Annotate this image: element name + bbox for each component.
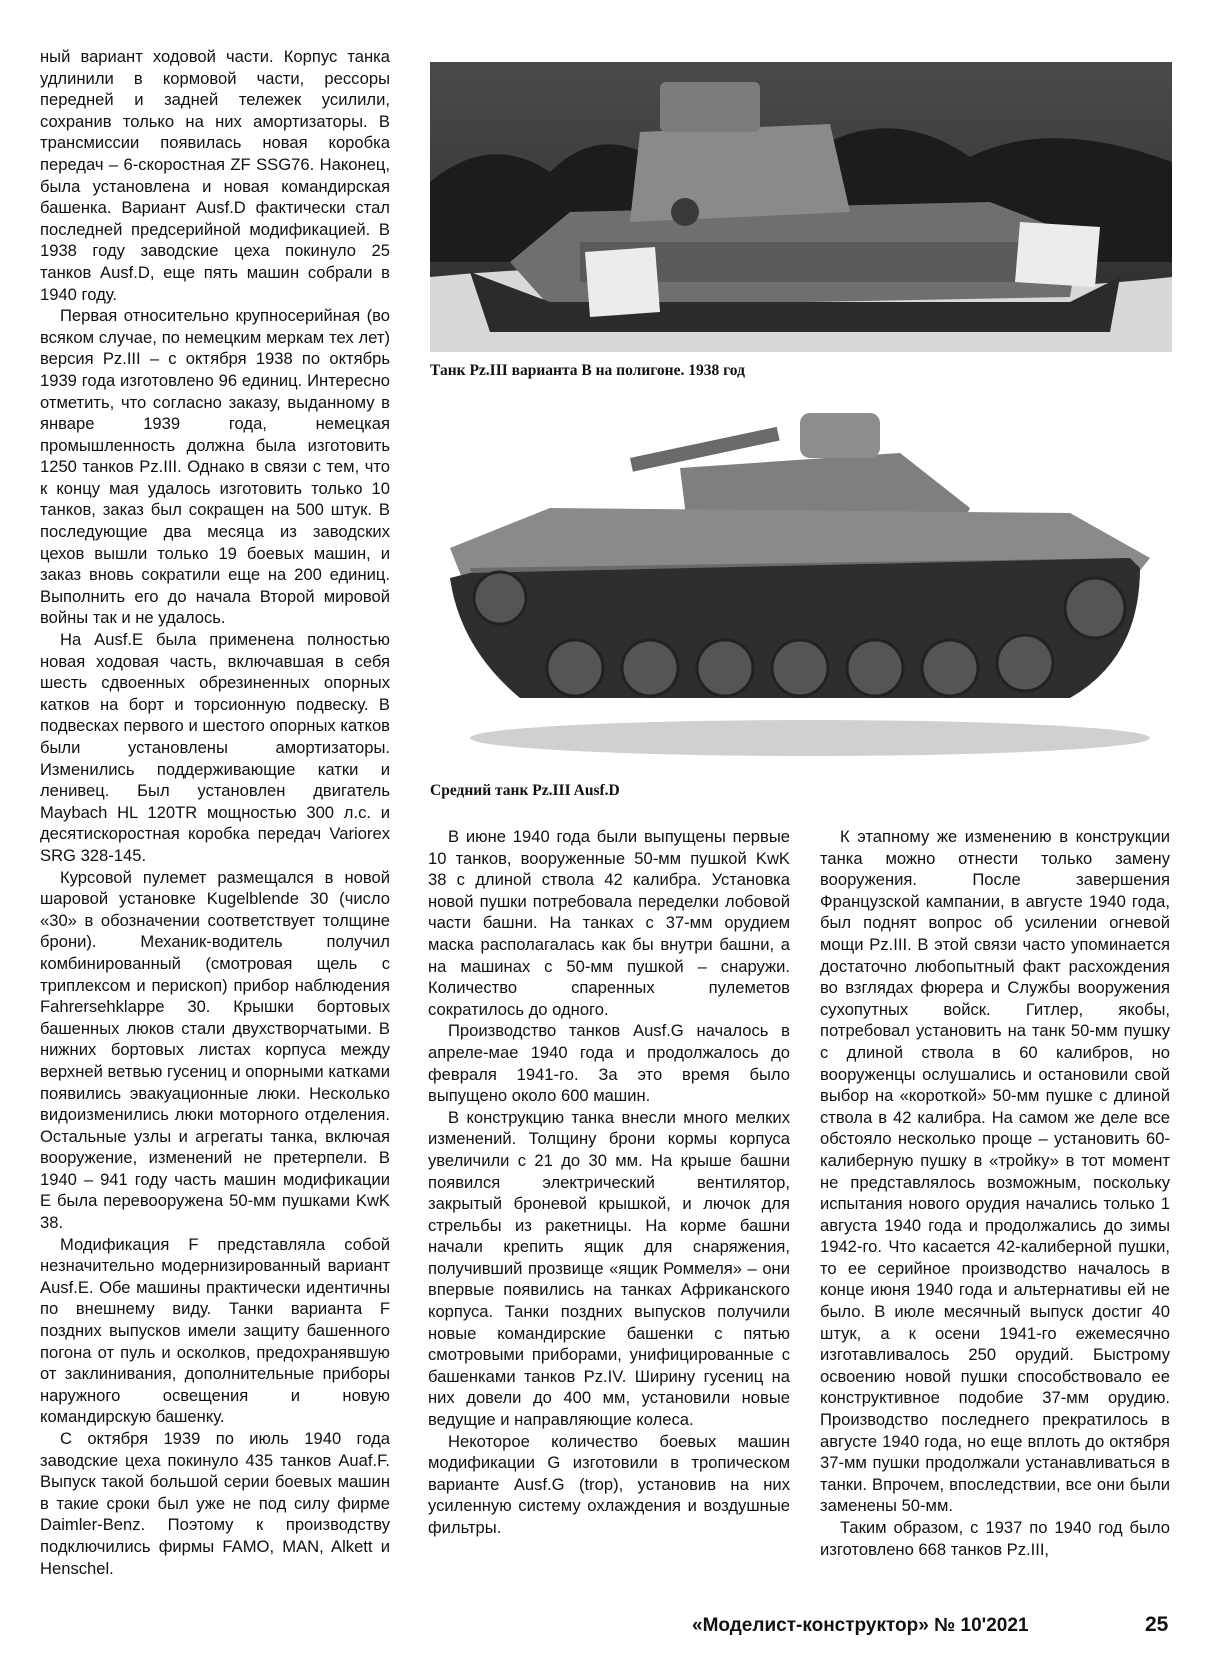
photo-pz3-ausf-b — [430, 62, 1172, 352]
paragraph: К этапному же изменению в конструкции танка можно отнести только замену вооружения. После завершения Французской кампании, в августе 1940 года, был поднят вопрос об усилении огневой мощи Pz.III. В этой связи часто упоминается достаточно любопытный факт расхождения во взглядах фюрера и Службы вооружения сухопутных войск. Гитлер, якобы, потребовал установить на танк 50-мм пушку с длиной ствола в 60 калибров, но вооруженцы ослушались и остановили свой выбор на «короткой» 50-мм пушке с длиной ствола в 42 калибра. На самом же деле все обстояло несколько проще – установить 60-калиберную пушку в «тройку» в тот момент не представлялось возможным, поскольку испытания нового орудия начались только 1 августа 1940 года и продолжались до зимы 1942-го. Что касается 42-калиберной пушки, то ее серийное производство началось в конце июня 1940 года и альтернативы ей не было. В июле месячный выпуск достиг 40 штук, а к осени 1941-го ежемесячно изготавливалось 250 орудий. Быстрому освоению новой пушки способствовало ее конструктивное подобие 37-мм орудию. Производство последнего прекратилось в августе 1940 года, но еще вплоть до октября 37-мм пушки продолжали устанавливаться в танки. Впрочем, впоследствии, все они были заменены 50-мм. — [820, 827, 1170, 1516]
paragraph: Таким образом, с 1937 по 1940 год было изготовлено 668 танков Pz.III, — [820, 1518, 1170, 1559]
magazine-footer: «Моделист-конструктор» № 10'2021 — [692, 1615, 1029, 1636]
text-column-right — [820, 826, 1170, 1560]
paragraph: Некоторое количество боевых машин модификации G изготовили в тропическом варианте Ausf.G (trop), установив на них усиленную систему охлаждения и воздушные фильтры. — [428, 1431, 790, 1537]
paragraph: Курсовой пулемет размещался в новой шаровой установке Kugelblende 30 (число «30» в обозначении соответствует толщине брони). Механик-водитель получил комбинированный (смотровая щель с триплексом и перископ) прибор наблюдения Fahrersehklappe 30. Крышки бортовых башенных люков стали двухстворчатыми. В нижних бортовых листах корпуса между верхней ветвью гусениц и опорными катками появились эвакуационные люки. Несколько видоизменились люки моторного отделения. Остальные узлы и агрегаты танка, включая вооружение, изменений не претерпели. В 1940 – 941 году часть машин модификации Е была перевооружена 50-мм пушками KwK 38. — [40, 867, 390, 1233]
text-column-left — [40, 46, 390, 1579]
paragraph: Первая относительно крупносерийная (во всяком случае, по немецким меркам тех лет) версия Pz.III – с октября 1938 по октябрь 1939 года изготовлено 96 единиц. Интересно отметить, что согласно заказу, выданному в январе 1939 года, немецкая промышленность должна была изготовить 1250 танков Pz.III. Однако в связи с тем, что к концу мая удалось изготовить только 10 танков, заказ был сокращен на 500 штук. В последующие два месяца из заводских цехов вышли только 19 боевых машин, и заказ вновь сократили еще на 200 единиц. Выполнить его до начала Второй мировой войны так и не удалось. — [40, 306, 390, 628]
paragraph: С октября 1939 по июль 1940 года заводские цеха покинуло 435 танков Auaf.F. Выпуск такой большой серии боевых машин в такие сроки был уже не под силу фирме Daimler-Benz. Поэтому к производству подключились фирмы FAMO, MAN, Alkett и Henschel. — [40, 1429, 390, 1578]
page-number: 25 — [1145, 1613, 1169, 1636]
paragraph: На Ausf.E была применена полностью новая ходовая часть, включавшая в себя шесть сдвоенных обрезиненных опорных катков на борт и торсионную подвеску. В подвесках первого и шестого опорных катков были установлены амортизаторы. Изменились поддерживающие катки и ленивец. Был установлен двигатель Maybach HL 120TR мощностью 300 л.с. и десятискоростная коробка передач Variorex SRG 328-145. — [40, 630, 390, 865]
photo-caption: Танк Pz.III варианта В на полигоне. 1938 год — [430, 362, 745, 379]
paragraph: Производство танков Ausf.G началось в апреле-мае 1940 года и продолжалось до февраля 1941-го. За это время было выпущено около 600 машин. — [428, 1021, 790, 1106]
paragraph: Модификация F представляла собой незначительно модернизированный вариант Ausf.E. Обе машины практически идентичны по внешнему виду. Танки варианта F поздних выпусков имели защиту башенного погона от пуль и осколков, предохранявшую от заклинивания, дополнительные приборы наружного освещения и новую командирскую башенку. — [40, 1234, 390, 1427]
paragraph: В конструкцию танка внесли много мелких изменений. Толщину брони кормы корпуса увеличили с 21 до 30 мм. На крыше башни появился электрический вентилятор, закрытый броневой крышкой, и лючок для стрельбы из ракетницы. На корме башни начали крепить ящик для снаряжения, получивший прозвище «ящик Роммеля» – они впервые появились на танках Африканского корпуса. Танки поздних выпусков получили новые командирские башенки с пятью смотровыми приборами, унифицированные с башенками танков Pz.IV. Ширину гусениц на них довели до 400 мм, установили новые ведущие и направляющие колеса. — [428, 1107, 790, 1430]
paragraph: ный вариант ходовой части. Корпус танка удлинили в кормовой части, рессоры передней и задней тележек усилили, сохранив только на них амортизаторы. В трансмиссии появилась новая коробка передач – 6-скоростная ZF SSG76. Наконец, была установлена и новая командирская башенка. Вариант Ausf.D фактически стал последней предсерийной модификацией. В 1938 году заводские цеха покинуло 25 танков Ausf.D, еще пять машин собрали в 1940 году. — [40, 47, 390, 304]
paragraph: В июне 1940 года были выпущены первые 10 танков, вооруженные 50-мм пушкой KwK 38 с длиной ствола 42 калибра. Установка новой пушки потребовала переделки лобовой части башни. На танках с 37-мм орудием маска располагалась как бы внутри башни, а на машинах с 50-мм пушкой – снаружи. Количество спаренных пулеметов сократилось до одного. — [428, 827, 790, 1019]
text-column-middle — [428, 826, 790, 1539]
photo-caption: Средний танк Pz.III Ausf.D — [430, 782, 620, 799]
photo-pz3-ausf-d — [430, 398, 1172, 776]
